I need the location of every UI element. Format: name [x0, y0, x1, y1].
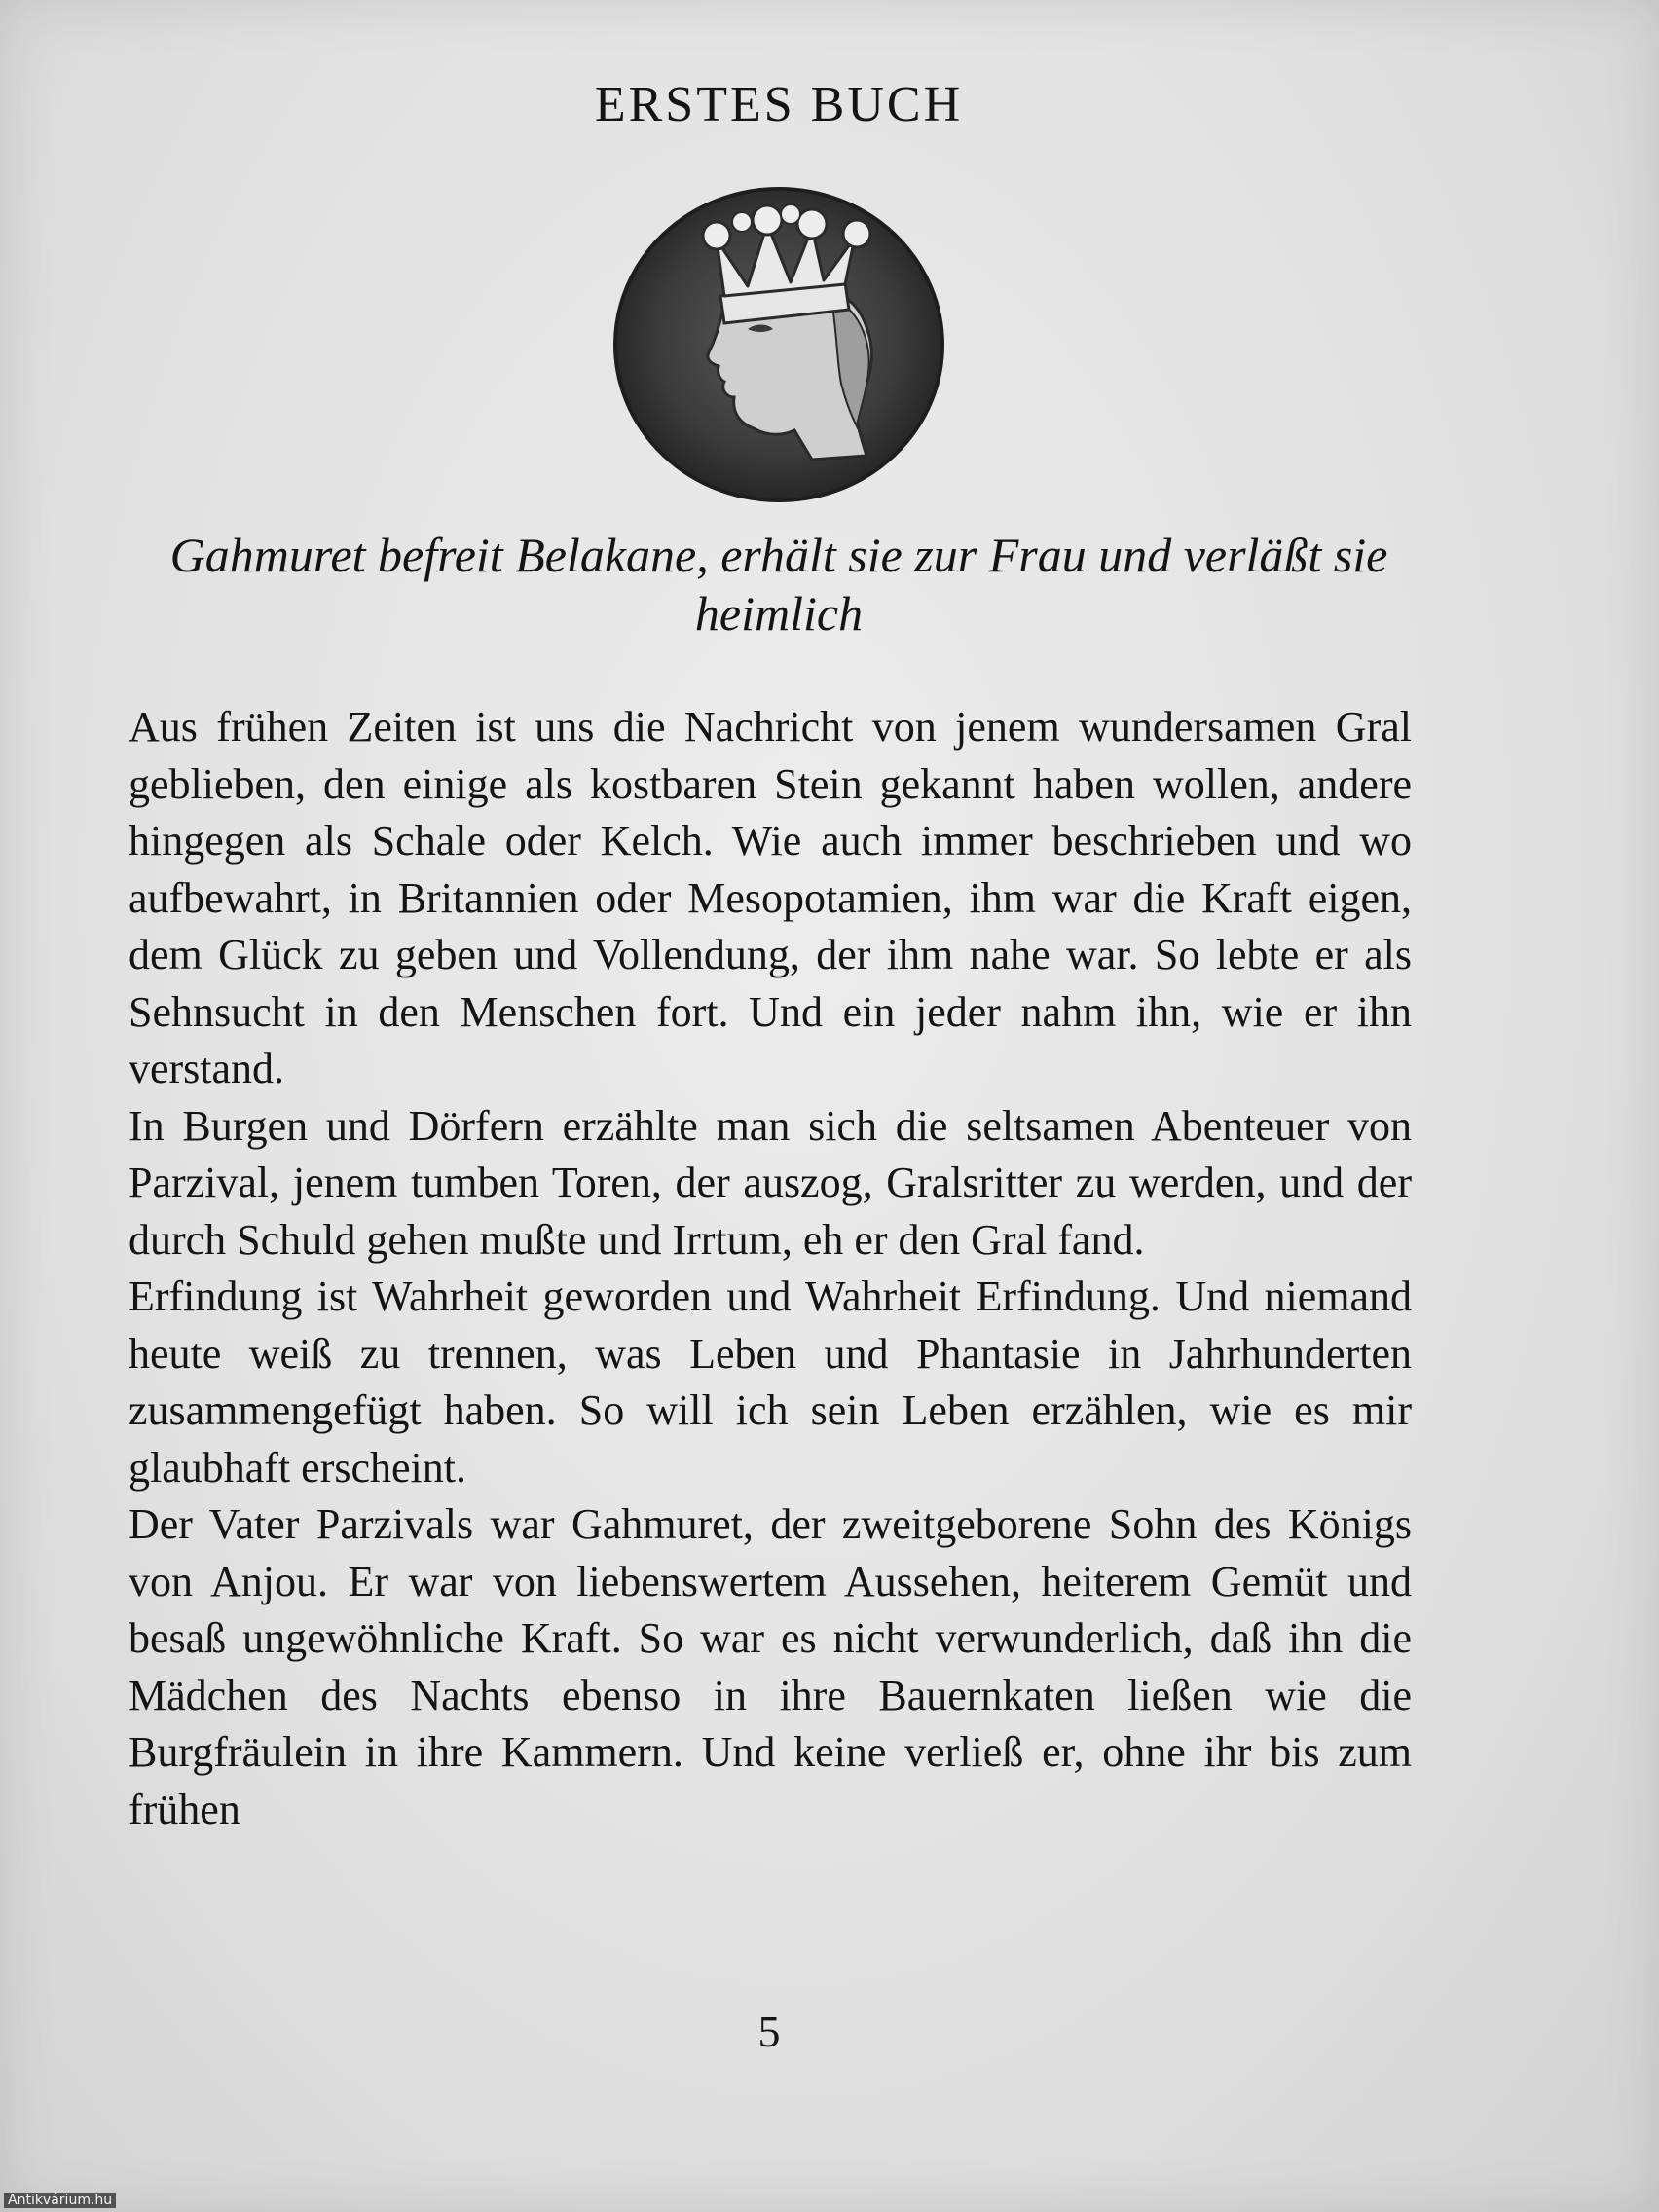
- crowned-king-profile-icon: [611, 181, 946, 502]
- paragraph: Der Vater Parzivals war Gahmuret, der zweitgeborene Sohn des Königs von Anjou. Er war von liebenswertem Aussehen, heiterem Gemüt und besaß ungewöhnliche Kraft. So war es nicht verwunderlich, daß ihn die Mädchen des Nachts ebenso in ihre Bauernkaten ließen wie die Burgfräulein in ihre Kammern. Und keine verließ er, ohne ihr bis zum frühen: [129, 1500, 1412, 1833]
- paragraph: Erfindung ist Wahrheit geworden und Wahrheit Erfindung. Und niemand heute weiß zu trennen, was Leben und Phantasie in Jahrhunderten zusammengefügt haben. So will ich sein Leben erzählen, wie es mir glaubhaft erscheint.: [129, 1272, 1412, 1492]
- chapter-title: ERSTES BUCH: [594, 77, 964, 132]
- body-text: [129, 699, 1412, 1838]
- chapter-subtitle: Gahmuret befreit Belakane, erhält sie zur Frau und verläßt sie heimlich: [169, 528, 1388, 641]
- page-number: 5: [757, 2007, 781, 2056]
- paragraph: In Burgen und Dörfern erzählte man sich die seltsamen Abenteuer von Parzival, jenem tumben Toren, der auszog, Gralsritter zu werden, und der durch Schuld gehen mußte und Irrtum, eh er den Gral fand.: [129, 1101, 1412, 1264]
- watermark: Antikvárium.hu: [4, 2193, 116, 2208]
- paragraph: Aus frühen Zeiten ist uns die Nachricht von jenem wundersamen Gral geblieben, den einige als kostbaren Stein gekannt haben wollen, andere hingegen als Schale oder Kelch. Wie auch immer beschrieben und wo aufbewahrt, in Britannien oder Mesopotamien, ihm war die Kraft eigen, dem Glück zu geben und Vollendung, der ihm nahe war. So lebte er als Sehnsucht in den Menschen fort. Und ein jeder nahm ihn, wie er ihn verstand.: [129, 703, 1412, 1092]
